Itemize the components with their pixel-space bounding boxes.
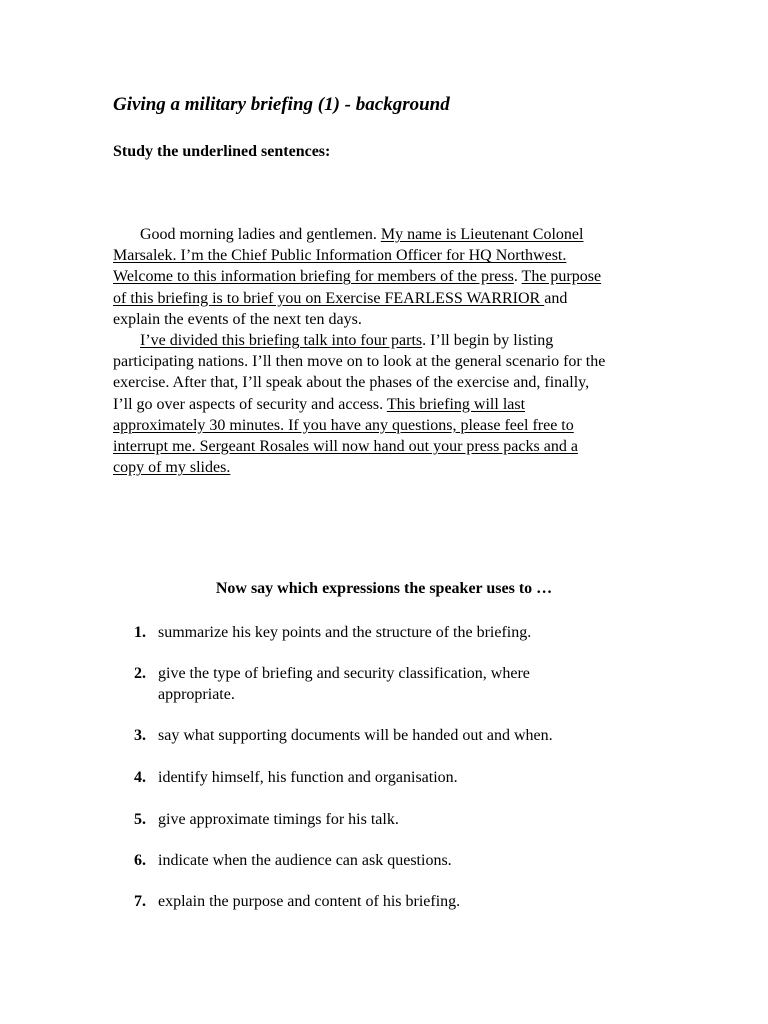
item-number: 6. — [134, 852, 146, 869]
passage-text: . I’ll begin by listing — [422, 331, 554, 349]
item-text: say what supporting documents will be handed out and when. — [158, 727, 553, 744]
passage-line — [113, 351, 673, 372]
passage-line — [113, 372, 673, 393]
passage-line — [113, 309, 673, 330]
item-text: identify himself, his function and organisation. — [158, 769, 458, 786]
passage-line — [113, 330, 673, 351]
page-title: Giving a military briefing (1) - background — [113, 94, 450, 115]
item-number: 7. — [134, 893, 146, 910]
item-text: explain the purpose and content of his briefing. — [158, 893, 461, 910]
item-number: 3. — [134, 727, 146, 744]
list-item — [120, 622, 640, 643]
passage-text: participating nations. I’ll then move on to look at the general scenario for the — [113, 353, 606, 371]
underlined-sentence: This briefing will last — [386, 395, 526, 413]
underlined-sentence: Welcome to this information briefing for members of the press — [113, 268, 514, 286]
underlined-sentence: My name is Lieutenant Colonel — [380, 226, 584, 243]
list-item — [120, 725, 640, 746]
underlined-sentence: approximately 30 minutes. If you have any questions, please feel free to — [113, 416, 574, 434]
item-text: give approximate timings for his talk. — [158, 811, 399, 828]
passage-line — [113, 457, 673, 478]
passage-line — [113, 224, 673, 245]
passage-line — [113, 288, 673, 309]
passage-text: and — [544, 289, 568, 307]
questions-list — [120, 622, 640, 912]
briefing-passage — [113, 224, 673, 478]
list-item — [120, 809, 640, 830]
item-text: indicate when the audience can ask questions. — [158, 852, 452, 869]
underlined-sentence: The purpose — [521, 268, 602, 286]
underlined-sentence: Marsalek. I’m the Chief Public Information Officer for HQ Northwest. — [113, 247, 567, 265]
item-text: give the type of briefing and security classification, where — [158, 665, 530, 682]
underlined-sentence: copy of my slides. — [113, 459, 231, 477]
list-item — [120, 891, 640, 912]
passage-text: exercise. After that, I’ll speak about the phases of the exercise and, finally, — [113, 374, 590, 392]
item-text: summarize his key points and the structure of the briefing. — [158, 624, 532, 641]
list-item — [120, 663, 640, 705]
item-number: 4. — [134, 769, 146, 786]
passage-line — [113, 436, 673, 457]
passage-line — [113, 266, 673, 287]
passage-line — [113, 415, 673, 436]
underlined-sentence: of this briefing is to brief you on Exercise FEARLESS WARRIOR — [113, 289, 545, 307]
questions-heading: Now say which expressions the speaker uses to … — [215, 580, 553, 597]
underlined-sentence: I’ve divided this briefing talk into four parts — [140, 331, 423, 349]
passage-line — [113, 245, 673, 266]
passage-text: Good morning ladies and gentlemen. — [140, 226, 381, 243]
underlined-sentence: interrupt me. Sergeant Rosales will now hand out your press packs and a — [113, 437, 578, 455]
item-number: 2. — [134, 665, 146, 682]
item-number: 5. — [134, 811, 146, 828]
item-number: 1. — [134, 624, 146, 641]
item-text: appropriate. — [158, 686, 235, 703]
list-item — [120, 850, 640, 871]
passage-text: explain the events of the next ten days. — [113, 310, 362, 328]
list-item — [120, 767, 640, 788]
instruction-heading: Study the underlined sentences: — [113, 143, 331, 160]
passage-text: I’ll go over aspects of security and access. — [113, 395, 387, 413]
passage-text: . — [513, 268, 522, 286]
passage-line — [113, 394, 673, 415]
